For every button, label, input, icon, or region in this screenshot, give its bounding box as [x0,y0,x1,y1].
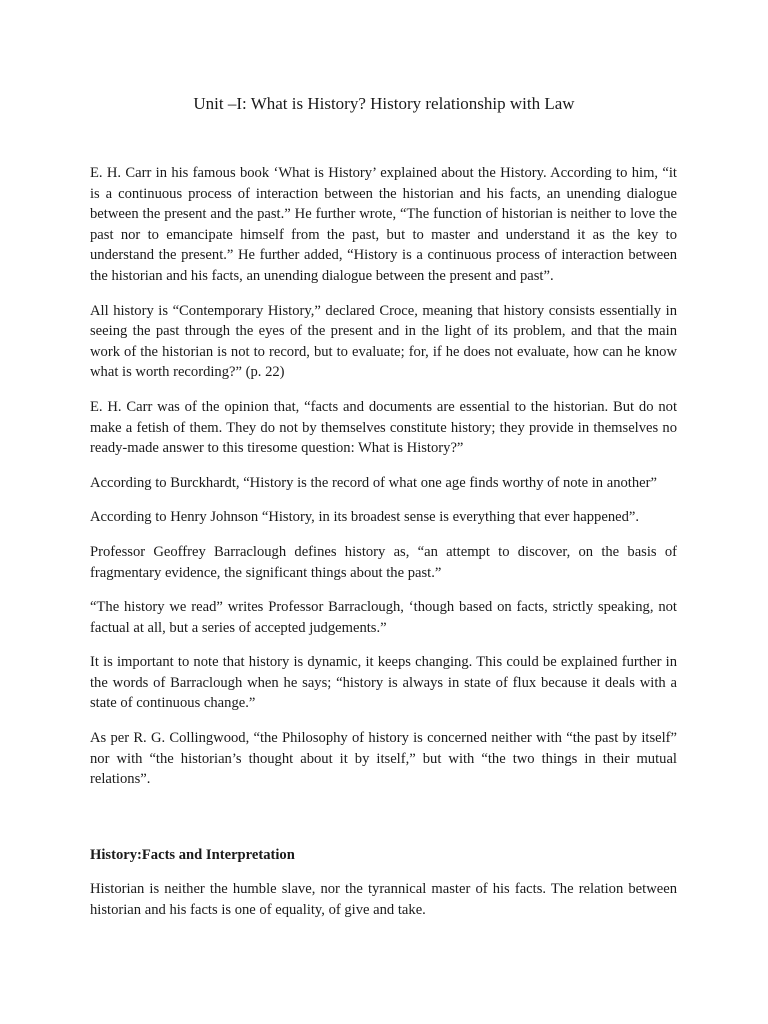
paragraph-carr-facts: E. H. Carr was of the opinion that, “facts and documents are essential to the historian. But do not make a fetish of them. They do not by themselves constitute history; they provide in themselves no ready-made answer to this tiresome question: What is History?” [90,398,677,457]
paragraph-history-dynamic: It is important to note that history is dynamic, it keeps changing. This could be explained further in the words of Barraclough when he says; “history is always in state of flux because it deals with a state of continuous change.” [90,654,677,712]
paragraph-burckhardt: According to Burckhardt, “History is the record of what one age finds worthy of note in another” [90,474,657,491]
paragraph-historian-facts: Historian is neither the humble slave, nor the tyrannical master of his facts. The relation between historian and his facts is one of equality, of give and take. [90,881,677,918]
paragraph-carr-definition: E. H. Carr in his famous book ‘What is History’ explained about the History. According to him, “it is a continuous process of interaction between the historian and his facts, an unending dialogue between the present and the past.” He further wrote, “The function of historian is neither to love the past nor to emancipate himself from the past, but to master and understand it as the key to understand the present.” He further added, “History is a continuous process of interaction between the historian and his facts, an unending dialogue between the present and past”. [90,165,677,284]
page-title: Unit –I: What is History? History relationship with Law [193,94,575,113]
paragraph-barraclough-definition: Professor Geoffrey Barraclough defines history as, “an attempt to discover, on the basis of fragmentary evidence, the significant things about the past.” [90,543,677,581]
section-heading: History:Facts and Interpretation [90,847,295,863]
paragraph-croce: All history is “Contemporary History,” declared Croce, meaning that history consists essentially in seeing the past through the eyes of the present and in the light of its problem, and that the main work of the historian is not to record, but to evaluate; for, if he does not evaluate, how can he know what is worth recording?” (p. 22) [90,302,677,381]
paragraph-collingwood: As per R. G. Collingwood, “the Philosophy of history is concerned neither with “the past by itself” nor with “the historian’s thought about it by itself,” but with “the two things in their mutual relations”. [90,730,677,788]
paragraph-barraclough-history-we-read: “The history we read” writes Professor Barraclough, ‘though based on facts, strictly speaking, not factual at all, but a series of accepted judgements.” [90,599,677,636]
body-text [90,163,677,804]
paragraph-johnson: According to Henry Johnson “History, in its broadest sense is everything that ever happened”. [90,509,640,526]
